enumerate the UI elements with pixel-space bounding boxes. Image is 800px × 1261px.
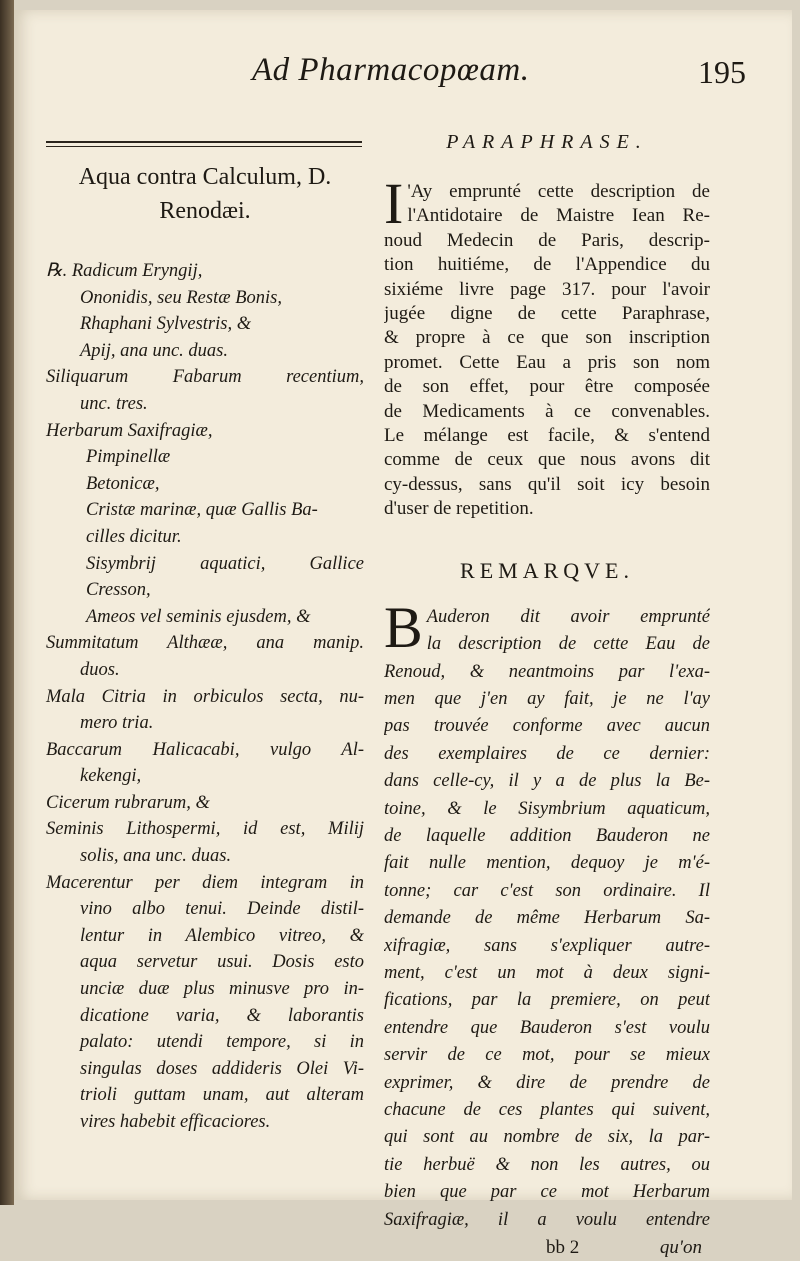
recipe-line: unc. tres. <box>80 393 148 414</box>
recipe-line: dicatione varia, & laborantis <box>80 1005 364 1026</box>
paraphrase-line: l'Antidotaire de Maistre Iean Re- <box>407 205 710 227</box>
recipe-line: trioli guttam unam, aut alteram <box>80 1085 364 1106</box>
remarque-line: pas trouvée conforme avec aucun <box>384 716 710 737</box>
remarque-line: men que j'en ay fait, je ne l'ay <box>384 688 710 709</box>
paraphrase-line: Le mélange est facile, & s'entend <box>384 425 710 447</box>
remarque-line: demande de même Herbarum Sa- <box>384 908 710 929</box>
paraphrase-text <box>384 180 710 522</box>
remarque-line: Auderon dit avoir emprunté <box>426 606 710 627</box>
recipe-line: vires habebit efficaciores. <box>80 1112 271 1132</box>
remarque-line: entendre que Bauderon s'est voulu <box>384 1017 710 1038</box>
recipe-line: cilles dicitur. <box>86 526 182 547</box>
catchword: qu'on <box>659 1237 702 1259</box>
remarque-line: servir de ce mot, pour se mieux <box>384 1045 710 1066</box>
remarque-line: dans celle-cy, il y a de plus la Be- <box>384 771 710 792</box>
recipe-line: Pimpinellæ <box>86 447 171 468</box>
paraphrase-line: jugée digne de cette Paraphrase, <box>384 303 710 325</box>
paraphrase-line: cy-dessus, sans qu'il soit icy besoin <box>384 473 710 495</box>
remarque-line: qui sont au nombre de six, la par- <box>384 1127 710 1148</box>
signature-mark: bb 2 <box>546 1237 580 1259</box>
remarque-line: de laquelle addition Bauderon ne <box>384 825 710 846</box>
paraphrase-line: de Medicaments à ce convenables. <box>384 400 710 422</box>
recipe-line: Macerentur per diem integram in <box>46 872 364 893</box>
right-column <box>384 127 710 1261</box>
recipe-line: unciæ duæ plus minusve pro in- <box>80 979 364 1000</box>
recipe-title-line: Renodæi. <box>159 198 251 224</box>
remarque-line: fait nulle mention, dequoy je m'é- <box>384 853 710 874</box>
recipe-line: palato: utendi tempore, si in <box>80 1032 364 1053</box>
recipe-line: Rhaphani Sylvestris, & <box>80 314 252 335</box>
page-number: 195 <box>698 54 746 90</box>
paraphrase-line: tion huitiéme, de l'Appendice du <box>384 254 710 276</box>
remarque-dropcap: B <box>384 603 423 660</box>
remarque-line: toine, & le Sisymbrium aquaticum, <box>384 798 710 819</box>
recipe-line: Baccarum Halicacabi, vulgo Al- <box>46 739 364 760</box>
recipe-line: aqua servetur usui. Dosis esto <box>80 952 364 973</box>
recipe-title-line: Aqua contra Calculum, D. <box>78 164 332 190</box>
paraphrase-dropcap: I <box>384 180 404 236</box>
paraphrase-line: & propre à ce que son inscription <box>384 327 710 349</box>
recipe-line: Sisymbrij aquatici, Gallice <box>86 553 364 574</box>
recipe-line: Cristæ marinæ, quæ Gallis Ba- <box>86 500 318 521</box>
paraphrase-line: sixiéme livre page 317. pour l'avoir <box>384 278 710 300</box>
recipe-line: duos. <box>80 659 120 680</box>
remarque-line: Saxifragiæ, il a voulu entendre <box>384 1209 710 1230</box>
recipe-line: kekengi, <box>80 766 142 787</box>
recipe-line: Herbarum Saxifragiæ, <box>46 420 213 441</box>
recipe-line: Ameos vel seminis ejusdem, & <box>86 606 311 627</box>
recipe-list <box>46 258 364 1136</box>
left-column <box>46 152 364 1136</box>
recipe-line: lentur in Alembico vitreo, & <box>80 925 364 946</box>
recipe-line: mero tria. <box>80 713 154 734</box>
remarque-line: chacune de ces plantes qui suivent, <box>384 1100 710 1120</box>
remarque-line: xifragiæ, sans s'expliquer autre- <box>384 935 710 956</box>
paraphrase-line: 'Ay emprunté cette description de <box>407 181 710 202</box>
remarque-line: la description de cette Eau de <box>426 634 710 655</box>
remarque-line: bien que par ce mot Herbarum <box>384 1182 710 1203</box>
page-footer <box>384 1234 710 1261</box>
remarque-heading: REMARQVE. <box>460 557 634 583</box>
remarque-text <box>384 604 710 1234</box>
recipe-line: Seminis Lithospermi, id est, Milij <box>46 819 364 840</box>
remarque-line: Renoud, & neantmoins par l'exa- <box>384 661 710 682</box>
paraphrase-line: de son effet, pour être composée <box>384 376 710 398</box>
recipe-line: Siliquarum Fabarum recentium, <box>46 367 364 388</box>
remarque-line: exprimer, & dire de prendre de <box>384 1072 710 1093</box>
recipe-line: singulas doses addideris Olei Vi- <box>80 1058 364 1079</box>
paraphrase-heading: PARAPHRASE. <box>446 131 648 153</box>
recipe-line: ℞. Radicum Eryngij, <box>46 261 203 281</box>
remarque-line: fications, par la premiere, on peut <box>384 990 710 1011</box>
recipe-line: Betonicæ, <box>86 473 160 494</box>
section-rule <box>46 141 362 147</box>
recipe-line: vino albo tenui. Deinde distil- <box>80 899 364 920</box>
paraphrase-line: noud Medecin de Paris, descrip- <box>384 229 710 251</box>
remarque-line: tie herbuë & non les autres, ou <box>384 1154 710 1175</box>
paraphrase-line: d'user de repetition. <box>384 498 534 520</box>
recipe-line: Ononidis, seu Restæ Bonis, <box>80 287 282 308</box>
recipe-line: Cicerum rubrarum, & <box>46 792 210 813</box>
recipe-line: Mala Citria in orbiculos secta, nu- <box>46 686 364 707</box>
running-head <box>40 52 780 102</box>
recipe-title <box>46 160 364 228</box>
recipe-line: Apij, ana unc. duas. <box>80 340 228 361</box>
paraphrase-line: comme de ceux que nous avons dit <box>384 449 710 471</box>
remarque-line: des exemplaires de ce dernier: <box>384 743 710 764</box>
paraphrase-line: promet. Cette Eau a pris son nom <box>384 351 710 373</box>
remarque-line: ment, c'est un mot à deux signi- <box>384 962 710 983</box>
recipe-line: Cresson, <box>86 580 151 601</box>
running-title: Ad Pharmacopœam. <box>252 52 530 88</box>
book-gutter <box>0 0 14 1205</box>
recipe-line: Summitatum Althææ, ana manip. <box>46 633 364 654</box>
remarque-line: tonne; car c'est son ordinaire. Il <box>384 880 710 901</box>
recipe-line: solis, ana unc. duas. <box>80 846 232 867</box>
